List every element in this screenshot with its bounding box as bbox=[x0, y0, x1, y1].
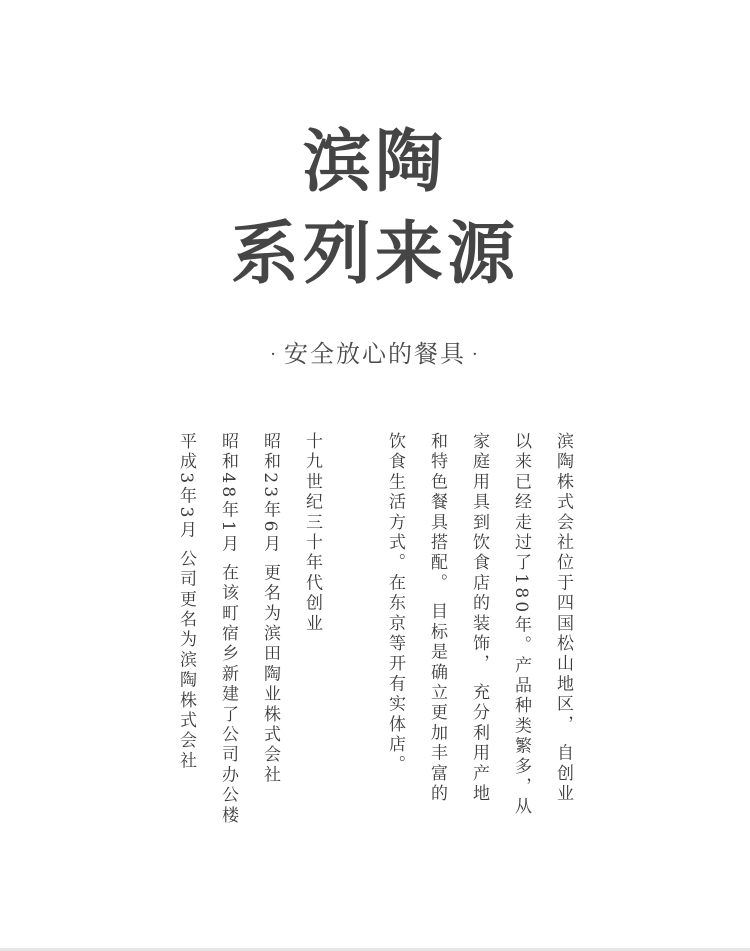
history-column-4: 平成3年3月 公司更名为滨陶株式会社 bbox=[176, 432, 196, 772]
history-column-2: 昭和23年6月 更名为滨田陶业株式会社 bbox=[260, 432, 280, 786]
subtitle-text: 安全放心的餐具 bbox=[284, 340, 466, 368]
intro-column-2: 以来已经走过了180年。产品种类繁多，从 bbox=[511, 432, 531, 818]
title-line-2: 系列来源 bbox=[230, 214, 519, 294]
intro-column-1: 滨陶株式会社位于四国松山地区， 自创业 bbox=[553, 432, 573, 805]
intro-column-5: 饮食生活方式。在东京等开有实体店。 bbox=[385, 432, 405, 776]
subtitle bbox=[0, 334, 750, 369]
subtitle-dot-left: · bbox=[270, 344, 278, 365]
history-column-1: 十九世纪三十年代创业 bbox=[302, 432, 322, 634]
history-column-3: 昭和48年1月 在该町宿乡新建了公司办公楼 bbox=[218, 432, 238, 827]
title-line-1: 滨陶 bbox=[302, 122, 447, 202]
intro-column-3: 家庭用具到饮食店的装饰， 充分利用产地 bbox=[469, 432, 489, 805]
subtitle-dot-right: · bbox=[472, 344, 480, 365]
intro-column-4: 和特色餐具搭配。 目标是确立更加丰富的 bbox=[427, 432, 447, 805]
